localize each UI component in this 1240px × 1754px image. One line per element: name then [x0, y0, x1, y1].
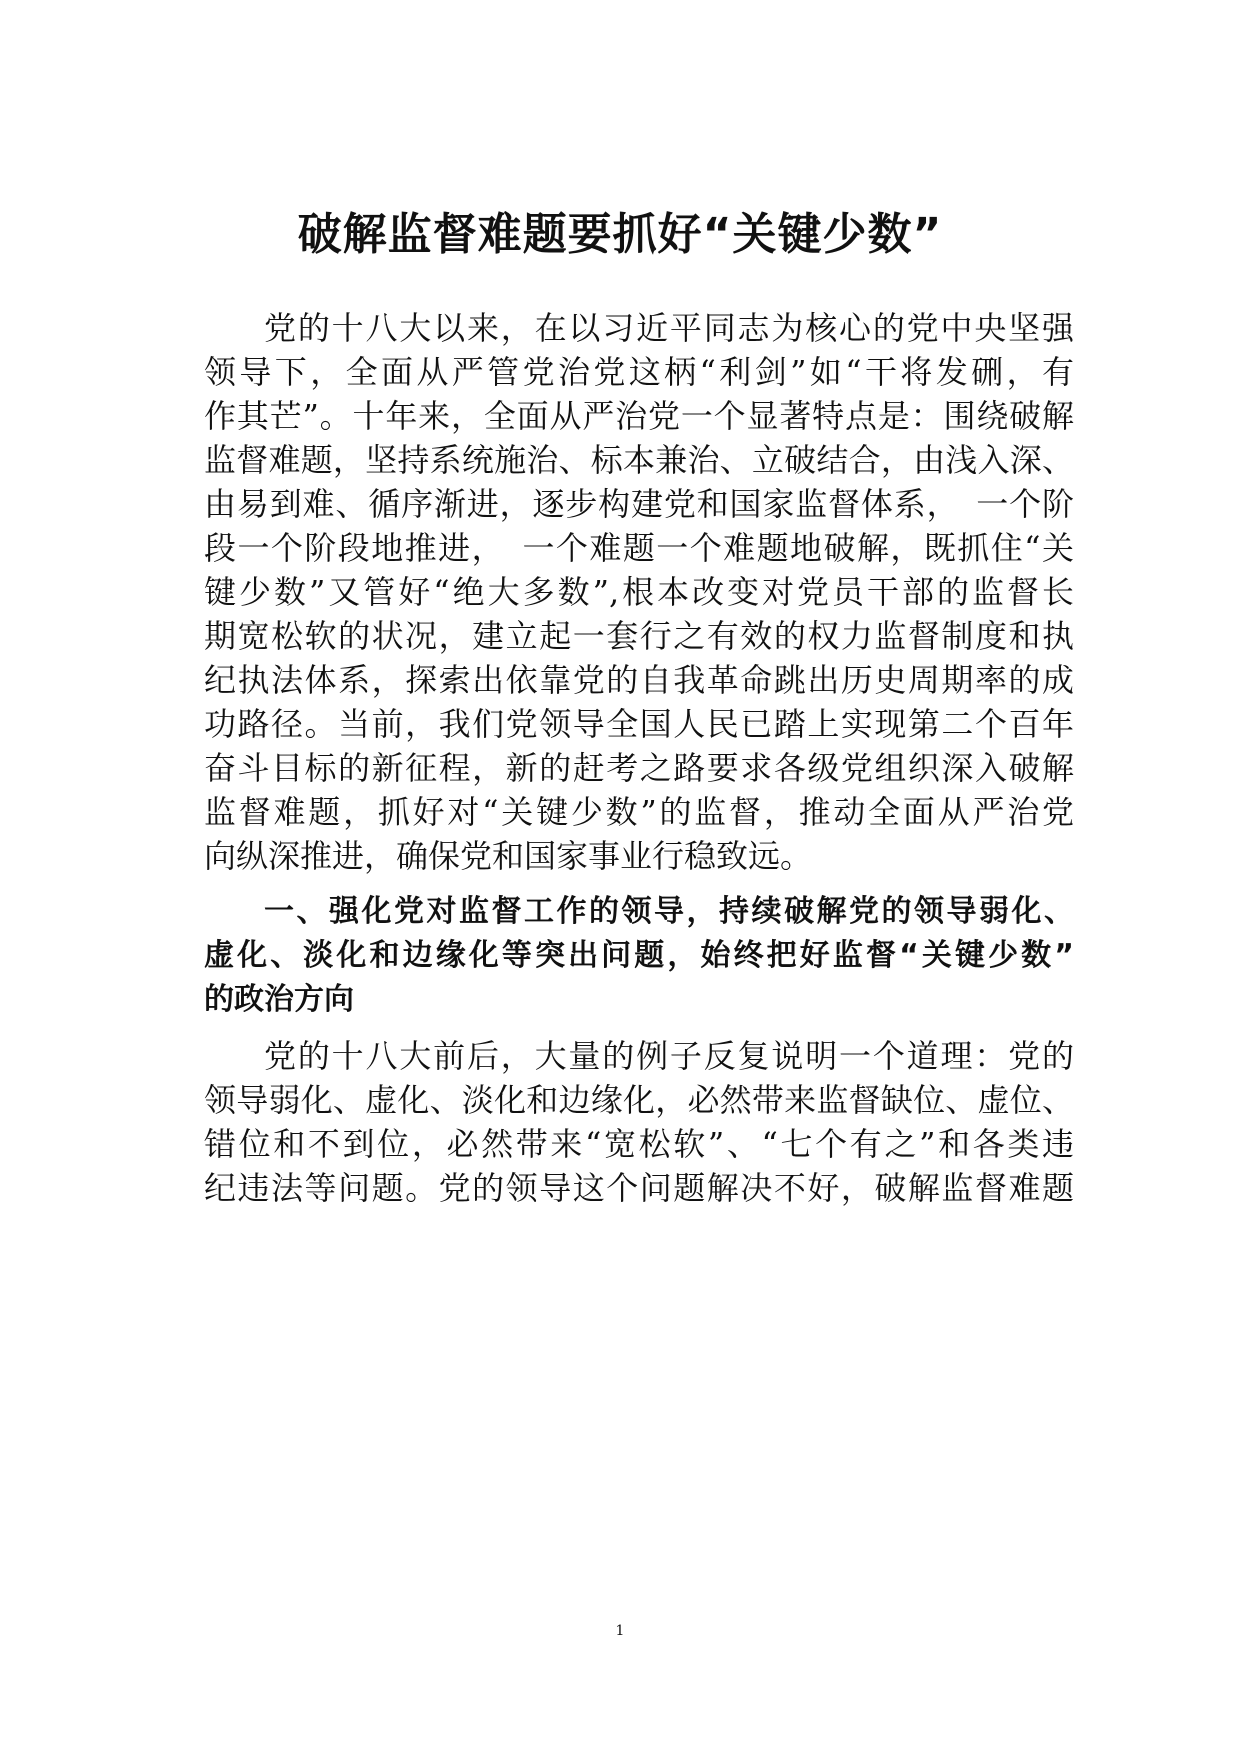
- paragraph-line: 监督难题，抓好对“关键少数”的监督，推动全面从严治党: [204, 793, 1074, 831]
- page-number: 1: [615, 1623, 625, 1639]
- paragraph-line: 由易到难、循序渐进，逐步构建党和国家监督体系， 一个阶: [204, 485, 1074, 523]
- section-heading-line: 一、强化党对监督工作的领导，持续破解党的领导弱化、: [264, 894, 1074, 929]
- paragraph-line: 奋斗目标的新征程，新的赶考之路要求各级党组织深入破解: [204, 749, 1074, 787]
- paragraph-line: 向纵深推进，确保党和国家事业行稳致远。: [204, 837, 813, 875]
- paragraph-line: 错位和不到位，必然带来“宽松软”、“七个有之”和各类违: [204, 1125, 1074, 1163]
- paragraph-line: 领导下，全面从严管党治党这柄“利剑”如“干将发硎，有: [204, 353, 1074, 391]
- paragraph-line: 期宽松软的状况，建立起一套行之有效的权力监督制度和执: [204, 617, 1074, 655]
- paragraph-line: 纪执法体系，探索出依靠党的自我革命跳出历史周期率的成: [204, 661, 1074, 699]
- paragraph-line: 功路径。当前，我们党领导全国人民已踏上实现第二个百年: [204, 705, 1074, 743]
- paragraph-line: 段一个阶段地推进， 一个难题一个难题地破解，既抓住“关: [204, 529, 1074, 567]
- section-heading-line: 虚化、淡化和边缘化等突出问题，始终把好监督“关键少数”: [204, 938, 1074, 973]
- document-title: 破解监督难题要抓好“关键少数”: [297, 209, 943, 260]
- paragraph-line: 键少数”又管好“绝大多数”,根本改变对党员干部的监督长: [204, 573, 1074, 611]
- paragraph-line: 作其芒”。十年来，全面从严治党一个显著特点是：围绕破解: [204, 397, 1074, 435]
- paragraph-line: 党的十八大以来，在以习近平同志为核心的党中央坚强: [264, 309, 1074, 347]
- paragraph-line: 监督难题，坚持系统施治、标本兼治、立破结合，由浅入深、: [204, 441, 1074, 479]
- paragraph-line: 领导弱化、虚化、淡化和边缘化，必然带来监督缺位、虚位、: [204, 1081, 1074, 1119]
- paragraph-line: 纪违法等问题。党的领导这个问题解决不好，破解监督难题: [204, 1169, 1074, 1207]
- section-heading-line: 的政治方向: [204, 982, 354, 1017]
- paragraph-line: 党的十八大前后，大量的例子反复说明一个道理：党的: [264, 1037, 1074, 1075]
